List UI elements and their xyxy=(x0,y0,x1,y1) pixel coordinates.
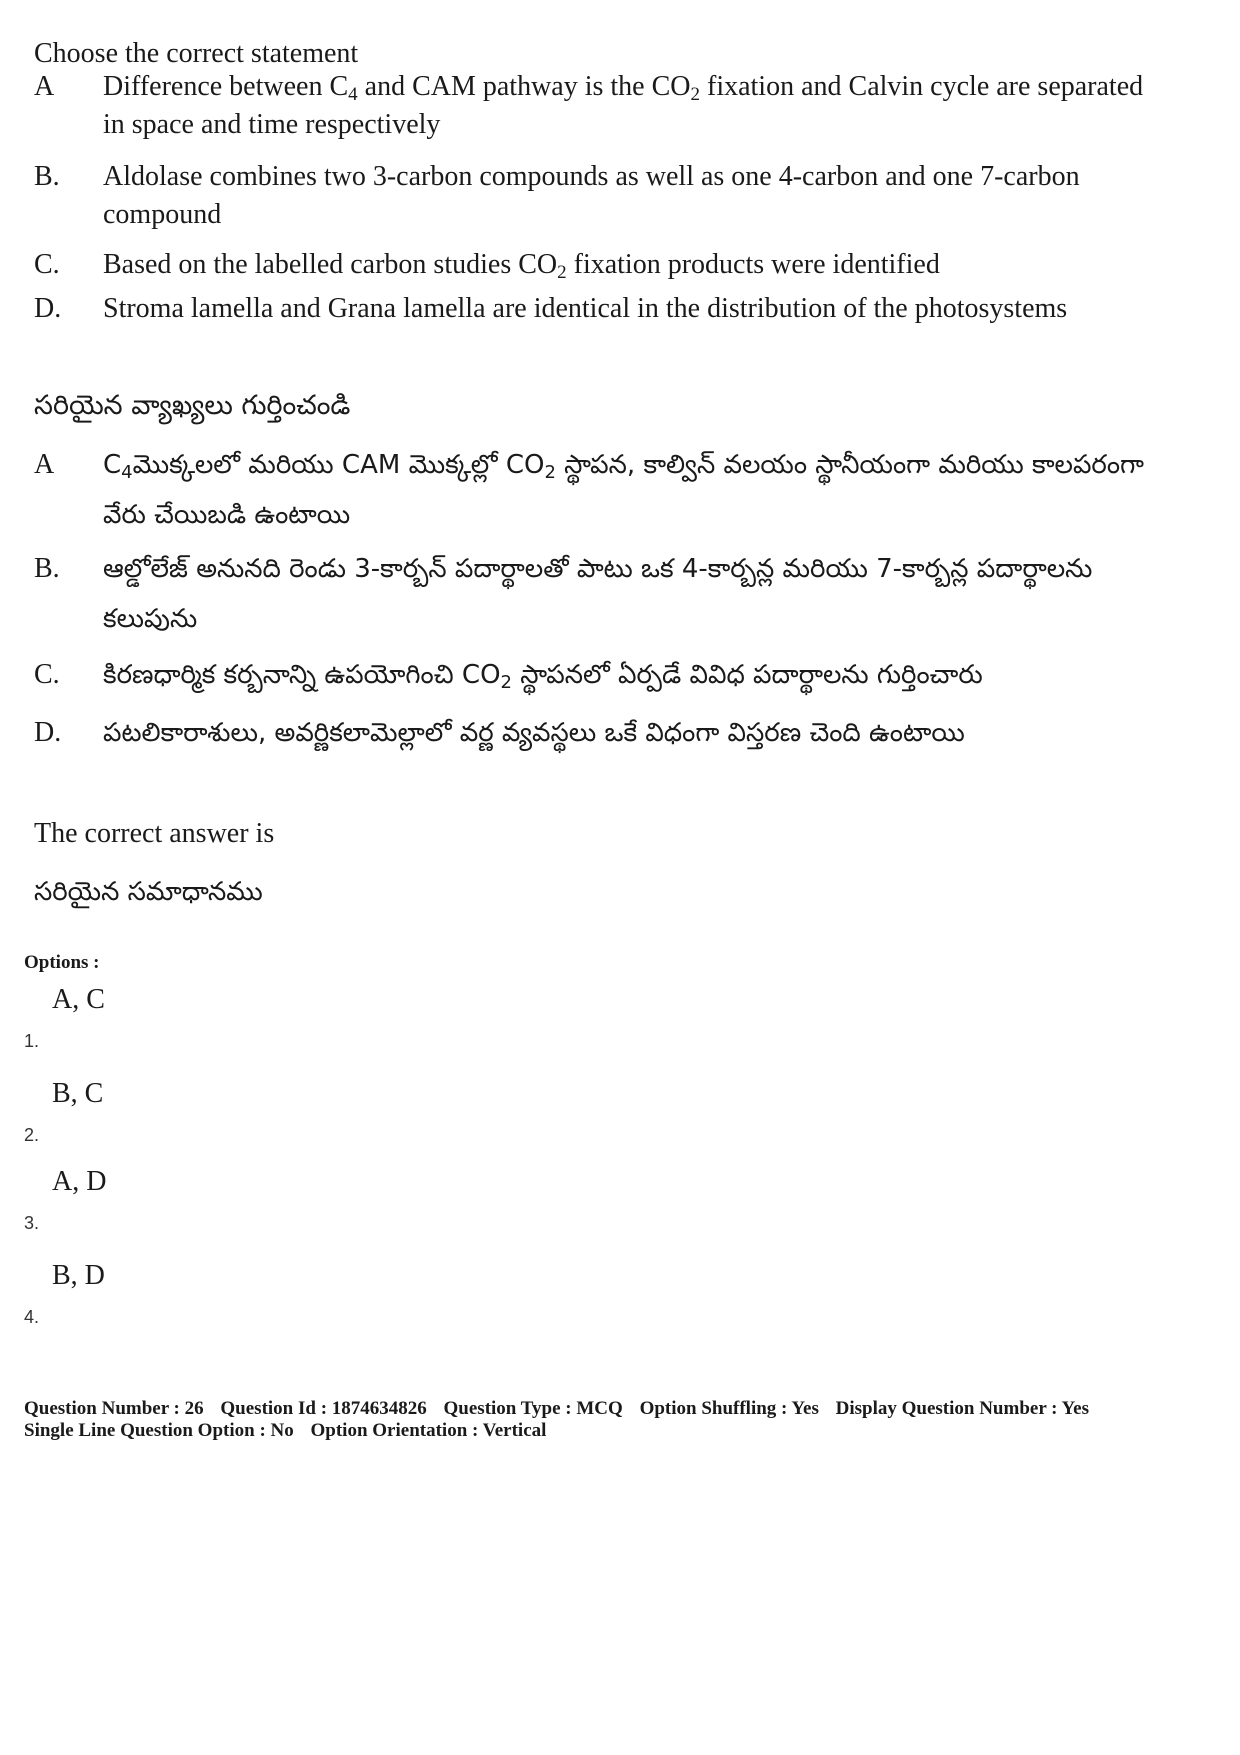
statement-b-telugu xyxy=(34,544,1164,644)
statement-text: Aldolase combines two 3-carbon compounds as well as one 4-carbon and one 7-carbon compound xyxy=(103,161,1080,230)
statement-text: కిరణధార్మిక కర్బనాన్ని ఉపయోగించి $CO_2$ స్థాపనలో ఏర్పడే వివిధ పదార్థాలను గుర్తించారు xyxy=(103,660,983,693)
answer-prompt-english: The correct answer is xyxy=(34,818,275,849)
answer-prompt-telugu: సరియైన సమాధానము xyxy=(34,877,263,907)
option-number: 4. xyxy=(24,1307,40,1327)
statement-d-telugu xyxy=(34,708,1164,758)
option-3[interactable] xyxy=(22,1164,322,1234)
statement-text: ఆల్డోలేజ్ అనునది రెండు 3-కార్బన్ పదార్థాలతో పాటు ఒక 4-కార్బన్ల మరియు 7-కార్బన్ల పదార్థాలను కలుపును xyxy=(103,554,1093,634)
option-value: A, C xyxy=(52,984,105,1015)
statement-a-english xyxy=(34,68,1164,144)
statement-letter: B. xyxy=(34,553,60,584)
statement-letter: D. xyxy=(34,717,62,748)
statement-c-telugu xyxy=(34,650,1164,700)
display-question-number: Display Question Number : Yes xyxy=(835,1398,1089,1419)
statement-letter: C. xyxy=(34,659,60,690)
option-1[interactable] xyxy=(22,982,322,1052)
statement-letter: C. xyxy=(34,249,60,280)
question-metadata xyxy=(24,1398,1224,1442)
option-number: 3. xyxy=(24,1213,40,1233)
option-shuffling: Option Shuffling : Yes xyxy=(639,1398,819,1419)
question-heading-telugu: సరియైన వ్యాఖ్యలు గుర్తించండి xyxy=(34,390,351,421)
statement-letter: D. xyxy=(34,293,62,324)
option-4[interactable] xyxy=(22,1258,322,1328)
single-line-question-option: Single Line Question Option : No xyxy=(24,1420,294,1441)
question-type: Question Type : MCQ xyxy=(443,1398,623,1419)
metadata-line-2 xyxy=(24,1420,1224,1442)
statement-text: పటలికారాశులు, అవర్ణికలామెల్లాలో వర్ణ వ్యవస్థలు ఒకే విధంగా విస్తరణ చెంది ఉంటాయి xyxy=(103,718,965,748)
option-value: B, D xyxy=(52,1260,105,1291)
option-number: 1. xyxy=(24,1031,40,1051)
option-value: A, D xyxy=(52,1166,107,1197)
statement-d-english xyxy=(34,290,1164,328)
statement-text: Stroma lamella and Grana lamella are identical in the distribution of the photosystems xyxy=(103,293,1068,324)
option-orientation: Option Orientation : Vertical xyxy=(310,1420,547,1441)
option-2[interactable] xyxy=(22,1076,322,1146)
statement-text: Difference between $C_4$ and CAM pathway is the $CO_2$ fixation and Calvin cycle are separated in space and time respectively xyxy=(103,71,1144,140)
statement-text: $C_4మొక్కలలో$ మరియు CAM మొక్కల్లో $CO_2$ స్థాపన, కాల్విన్ వలయం స్థానీయంగా మరియు కాలపరంగా వేరు చేయిబడి ఉంటాయి xyxy=(103,450,1144,530)
option-number: 2. xyxy=(24,1125,40,1145)
question-number: Question Number : 26 xyxy=(24,1398,204,1419)
statement-c-english xyxy=(34,246,1164,284)
statement-b-english xyxy=(34,158,1164,234)
question-heading-english: Choose the correct statement xyxy=(34,38,359,69)
options-heading: Options : xyxy=(24,952,100,973)
question-id: Question Id : 1874634826 xyxy=(220,1398,427,1419)
metadata-line-1 xyxy=(24,1398,1224,1420)
statement-letter: A xyxy=(34,449,55,480)
statement-text: Based on the labelled carbon studies $CO_2$ fixation products were identified xyxy=(103,249,940,283)
statement-letter: A xyxy=(34,71,55,102)
option-value: B, C xyxy=(52,1078,104,1109)
statement-a-telugu xyxy=(34,440,1164,540)
statement-letter: B. xyxy=(34,161,60,192)
